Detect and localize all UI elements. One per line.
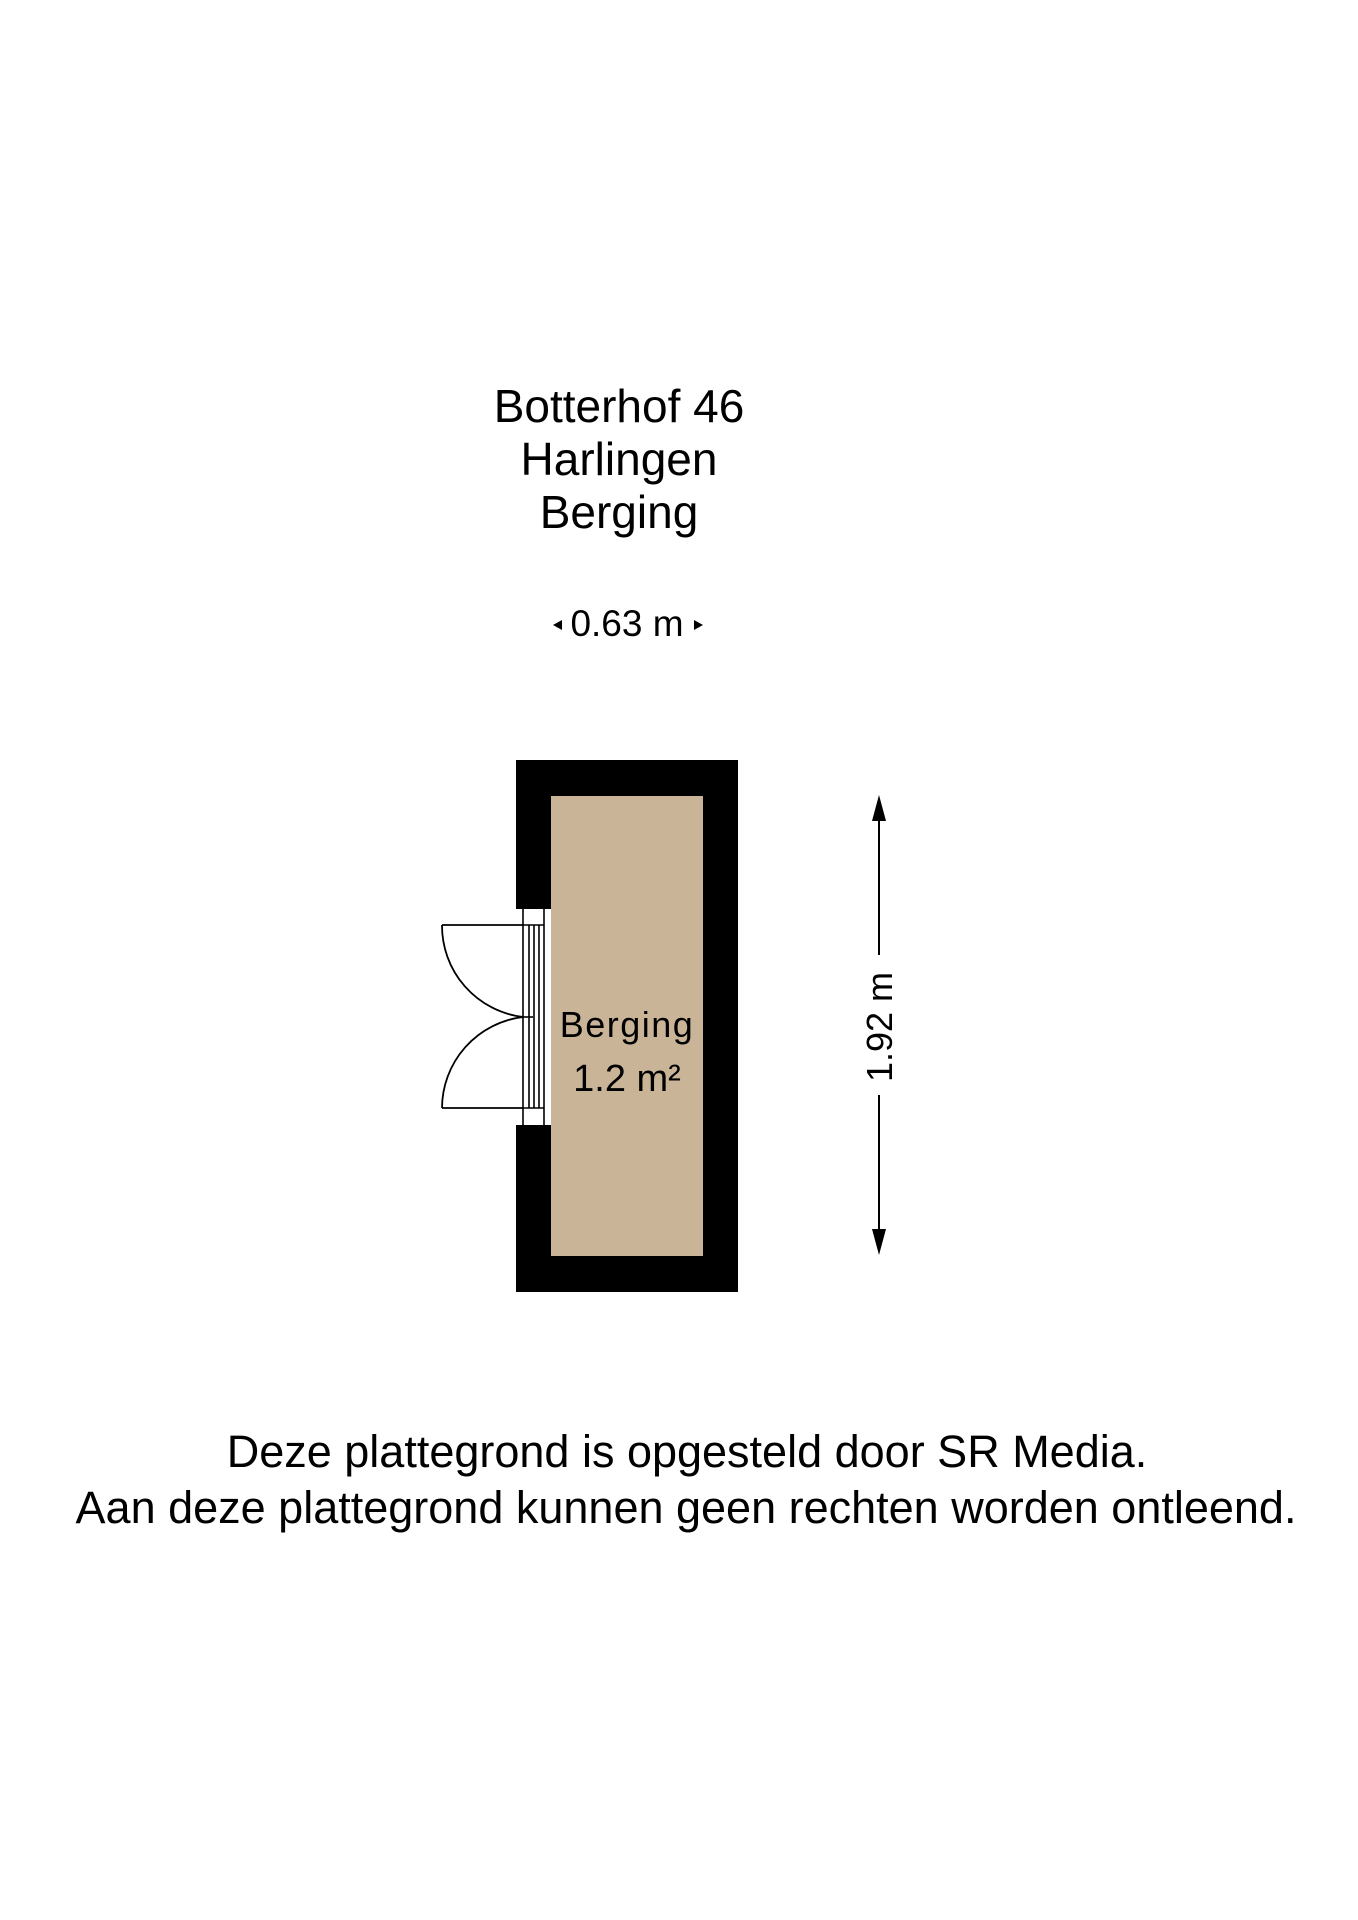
disclaimer — [76, 1426, 1297, 1533]
disclaimer-line-1: Deze plattegrond is opgesteld door SR Media. — [226, 1426, 1148, 1477]
title-block — [494, 380, 745, 538]
arrow-right-icon — [694, 620, 703, 630]
city-title: Harlingen — [520, 433, 718, 485]
room-berging — [442, 760, 738, 1292]
height-dimension-label: 1.92 m — [859, 971, 900, 1083]
room-name: Berging — [559, 1004, 695, 1045]
height-dimension — [859, 795, 900, 1255]
arrow-down-icon — [872, 1229, 886, 1255]
arrow-up-icon — [872, 795, 886, 821]
room-area: 1.2 m² — [573, 1058, 681, 1100]
disclaimer-line-2: Aan deze plattegrond kunnen geen rechten worden ontleend. — [75, 1482, 1297, 1533]
width-dimension-label: 0.63 m — [570, 603, 684, 644]
address-title: Botterhof 46 — [493, 380, 745, 432]
floor-title: Berging — [539, 486, 699, 538]
arrow-left-icon — [553, 620, 562, 630]
width-dimension — [553, 603, 703, 644]
double-door-icon — [442, 925, 523, 1108]
